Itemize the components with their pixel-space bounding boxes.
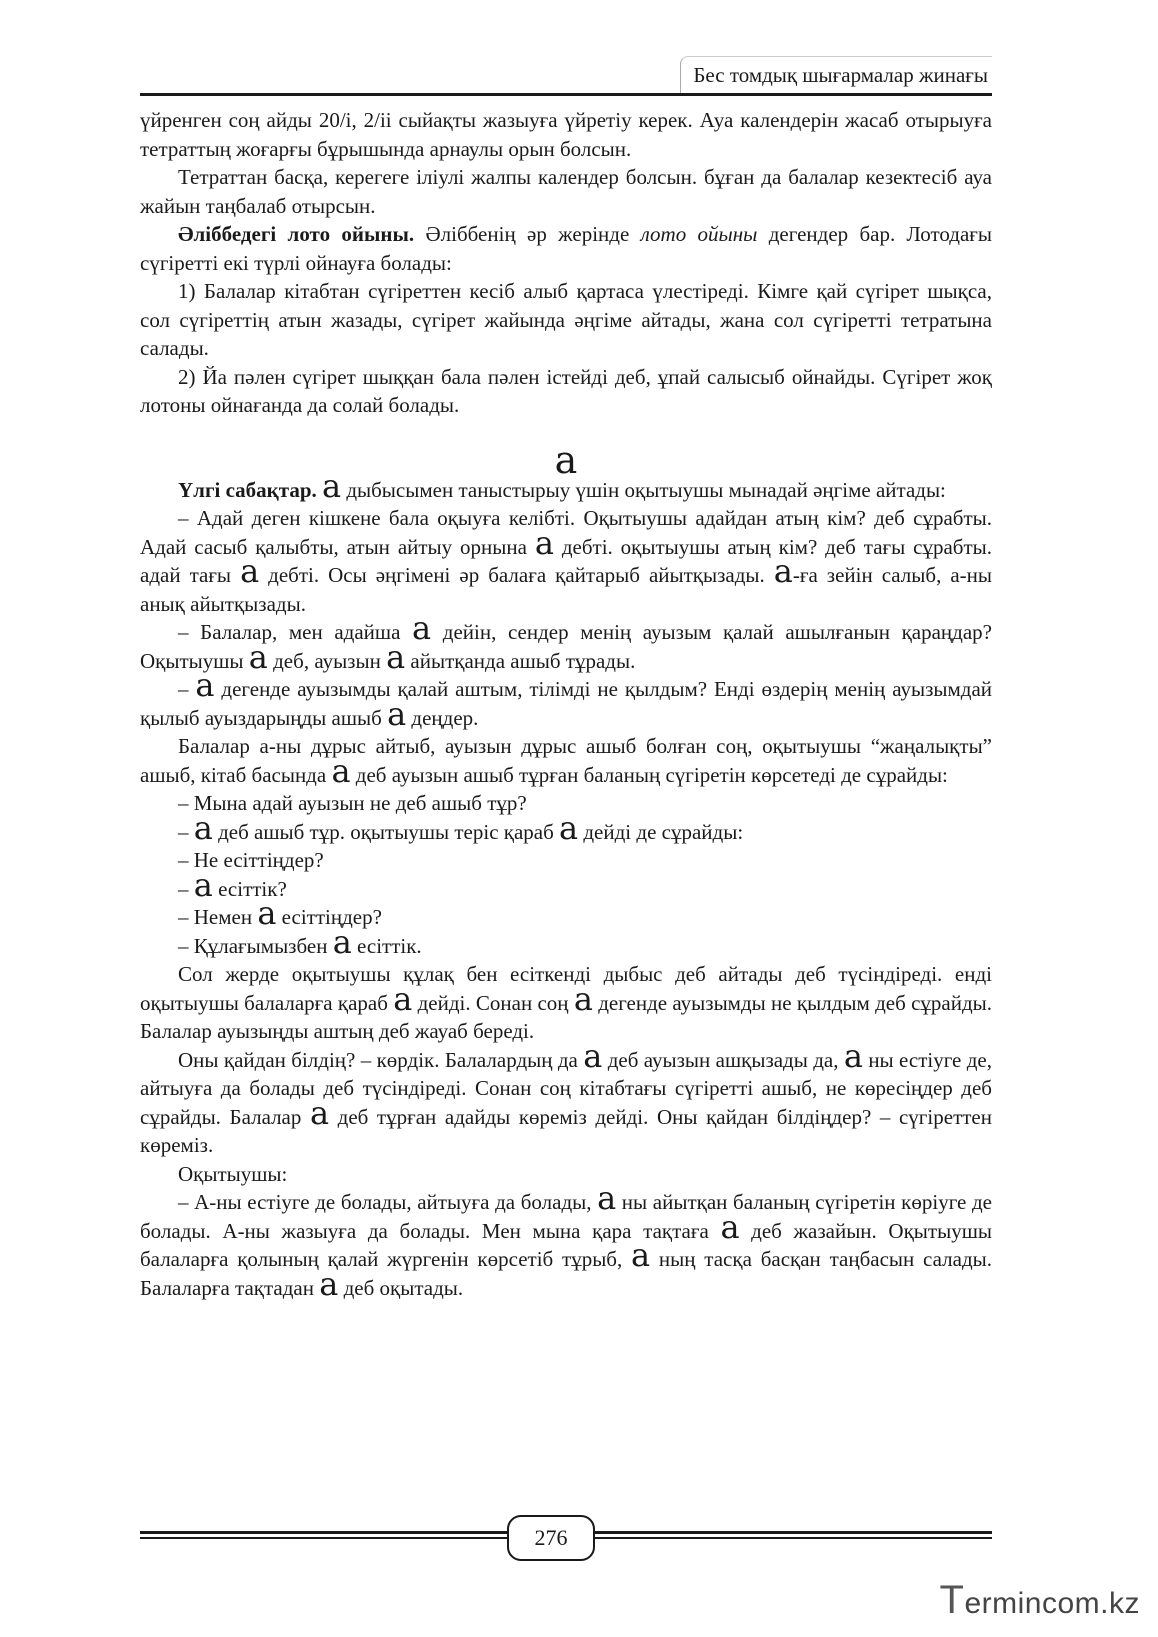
dialogue-line: – а деб ашыб тұр. оқытыушы теріс қараб а дейді де сұрайды: — [178, 808, 744, 847]
running-header-title: Бес томдық шығармалар жинағы — [680, 56, 992, 94]
big-letter: а — [583, 1036, 603, 1075]
bold-heading: Әліббедегі лото ойыны. — [178, 222, 415, 246]
big-letter: а — [332, 922, 352, 961]
paragraph: Оны қайдан білдің? – көрдік. Балалардың да а деб ауызын ашқызады да, а ны естіуге де, айтыуға да болады деб түсіндіреді. Сонан соң кітабтағы сүгіретті ашыб, не көресіңдер деб сұрайды. Балалар а деб тұрған адайды көреміз дейді. Оны қайдан білдіңдер? – сүгіреттен көреміз. — [140, 1036, 992, 1157]
big-letter: а — [193, 808, 213, 847]
big-letter: а — [257, 894, 277, 932]
dialogue-line: – Мына адай ауызын не деб ашыб тұр? — [178, 791, 527, 815]
header-rule — [140, 93, 992, 96]
big-letter: а — [195, 666, 215, 704]
big-letter: а — [534, 523, 554, 562]
page-footer — [140, 1515, 992, 1563]
big-letter: а — [720, 1207, 740, 1246]
dialogue-line: – Немен а есіттіңдер? — [178, 894, 382, 932]
paragraph: 1) Балалар кітабтан сүгіреттен кесіб алыб қартаса үлестіреді. Кімге қай сүгірет шықса, сол сүгіреттің атын жазады, сүгірет жайында әңгіме айтады, жана сол сүгіретті тетратына салады. — [140, 279, 992, 360]
big-letter: а — [597, 1179, 617, 1217]
big-letter: а — [386, 637, 406, 676]
big-letter: а — [412, 609, 432, 647]
page-number: 276 — [507, 1515, 595, 1561]
bold-heading: Үлгі сабақтар. — [178, 477, 317, 502]
big-letter: а — [843, 1036, 863, 1075]
big-letter: а — [631, 1236, 651, 1274]
paragraph: – Адай деген кішкене бала оқыуға келібті. Оқытыушы адайдан атың кім? деб сұрабты. Адай сасыб қалыбты, атын айтыу орнына а дебті. оқытыушы атың кім? деб тағы сұрабты. адай тағы а дебті. Осы әңгімені әр балаға қайтарыб айытқызады. а-ға зейін салыб, а-ны анық айытқызады. — [140, 506, 992, 616]
paragraph: – Балалар, мен адайша а дейін, сендер менің ауызым қалай ашылғанын қараңдар? Оқытыушы а деб, ауызын а айытқанда ашыб тұрады. — [140, 609, 992, 676]
paragraph: үйренген соң айды 20/і, 2/іі сыйақты жазыуға үйретіу керек. Ауа календерін жасаб отырыуға тетраттың жоғарғы бұрышында арнаулы орын болсын. — [140, 108, 992, 161]
big-letter: а — [322, 466, 342, 505]
section-letter-heading: а — [554, 437, 578, 482]
paragraph: Әліббедегі лото ойыны. Әліббенің әр жерінде лото ойыны дегендер бар. Лотодағы сүгіретті екі түрлі ойнауға болады: — [140, 222, 993, 275]
big-letter: а — [773, 552, 793, 590]
big-letter: а — [248, 637, 268, 676]
big-letter: а — [193, 865, 213, 904]
paragraph: Тетраттан басқа, керегеге іліулі жалпы календер болсын. бұған да балалар кезектесіб ауа жайын таңбалаб отырсын. — [140, 165, 992, 218]
big-letter: а — [573, 979, 593, 1018]
paragraph: 2) Йа пәлен сүгірет шыққан бала пәлен істейді деб, ұпай салысыб ойнайды. Сүгірет жоқ лотоны ойнағанда да солай болады. — [140, 364, 992, 417]
running-header — [140, 56, 992, 96]
italic-term: лото ойыны — [640, 222, 758, 246]
big-letter: а — [309, 1093, 330, 1132]
big-letter: а — [240, 552, 260, 590]
big-letter: а — [319, 1264, 339, 1303]
dialogue-line: – Құлағымызбен а есіттік. — [178, 922, 422, 961]
page-body — [140, 106, 992, 1302]
big-letter: а — [559, 808, 579, 847]
big-letter: а — [393, 979, 413, 1018]
paragraph: – а дегенде ауызымды қалай аштым, тілімді не қылдым? Енді өздерің менің ауызымдай қылыб ауыздарыңды ашыб а деңдер. — [140, 666, 993, 733]
dialogue-line: – а есіттік? — [178, 865, 287, 904]
paragraph: Балалар а-ны дұрыс айтыб, ауызын дұрыс ашыб болған соң, оқытыушы “жаңалықты” ашыб, кітаб басында а деб ауызын ашыб тұрған баланың сүгіретін көрсетеді де сұрайды: — [140, 734, 992, 790]
paragraph: Үлгі сабақтар. а дыбысымен таныстырыу үшін оқытыушы мынадай әңгіме айтады: — [178, 466, 946, 505]
big-letter: а — [387, 694, 407, 733]
big-letter: а — [331, 751, 351, 790]
watermark-logo: Termincom.kz — [939, 1578, 1140, 1622]
paragraph: – А-ны естіуге де болады, айтыуға да болады, а ны айытқан баланың сүгіретін көріуге де болады. А-ны жазыуға да болады. Мен мына қара тақтаға а деб жазайын. Оқытыушы балаларға қолының қалай жүргенін көрсетіб тұрыб, а ның тасқа басқан таңбасын салады. Балаларға тақтадан а деб оқытады. — [140, 1179, 992, 1303]
paragraph: Сол жерде оқытыушы құлақ бен есіткенді дыбыс деб айтады деб түсіндіреді. енді оқытыушы балаларға қараб а дейді. Сонан соң а дегенде ауызымды не қылдым деб сұрайды. Балалар ауызыңды аштың деб жауаб береді. — [140, 962, 992, 1043]
paragraph: Оқытыушы: — [178, 1161, 288, 1186]
dialogue-line: – Не есіттіңдер? — [178, 848, 324, 872]
